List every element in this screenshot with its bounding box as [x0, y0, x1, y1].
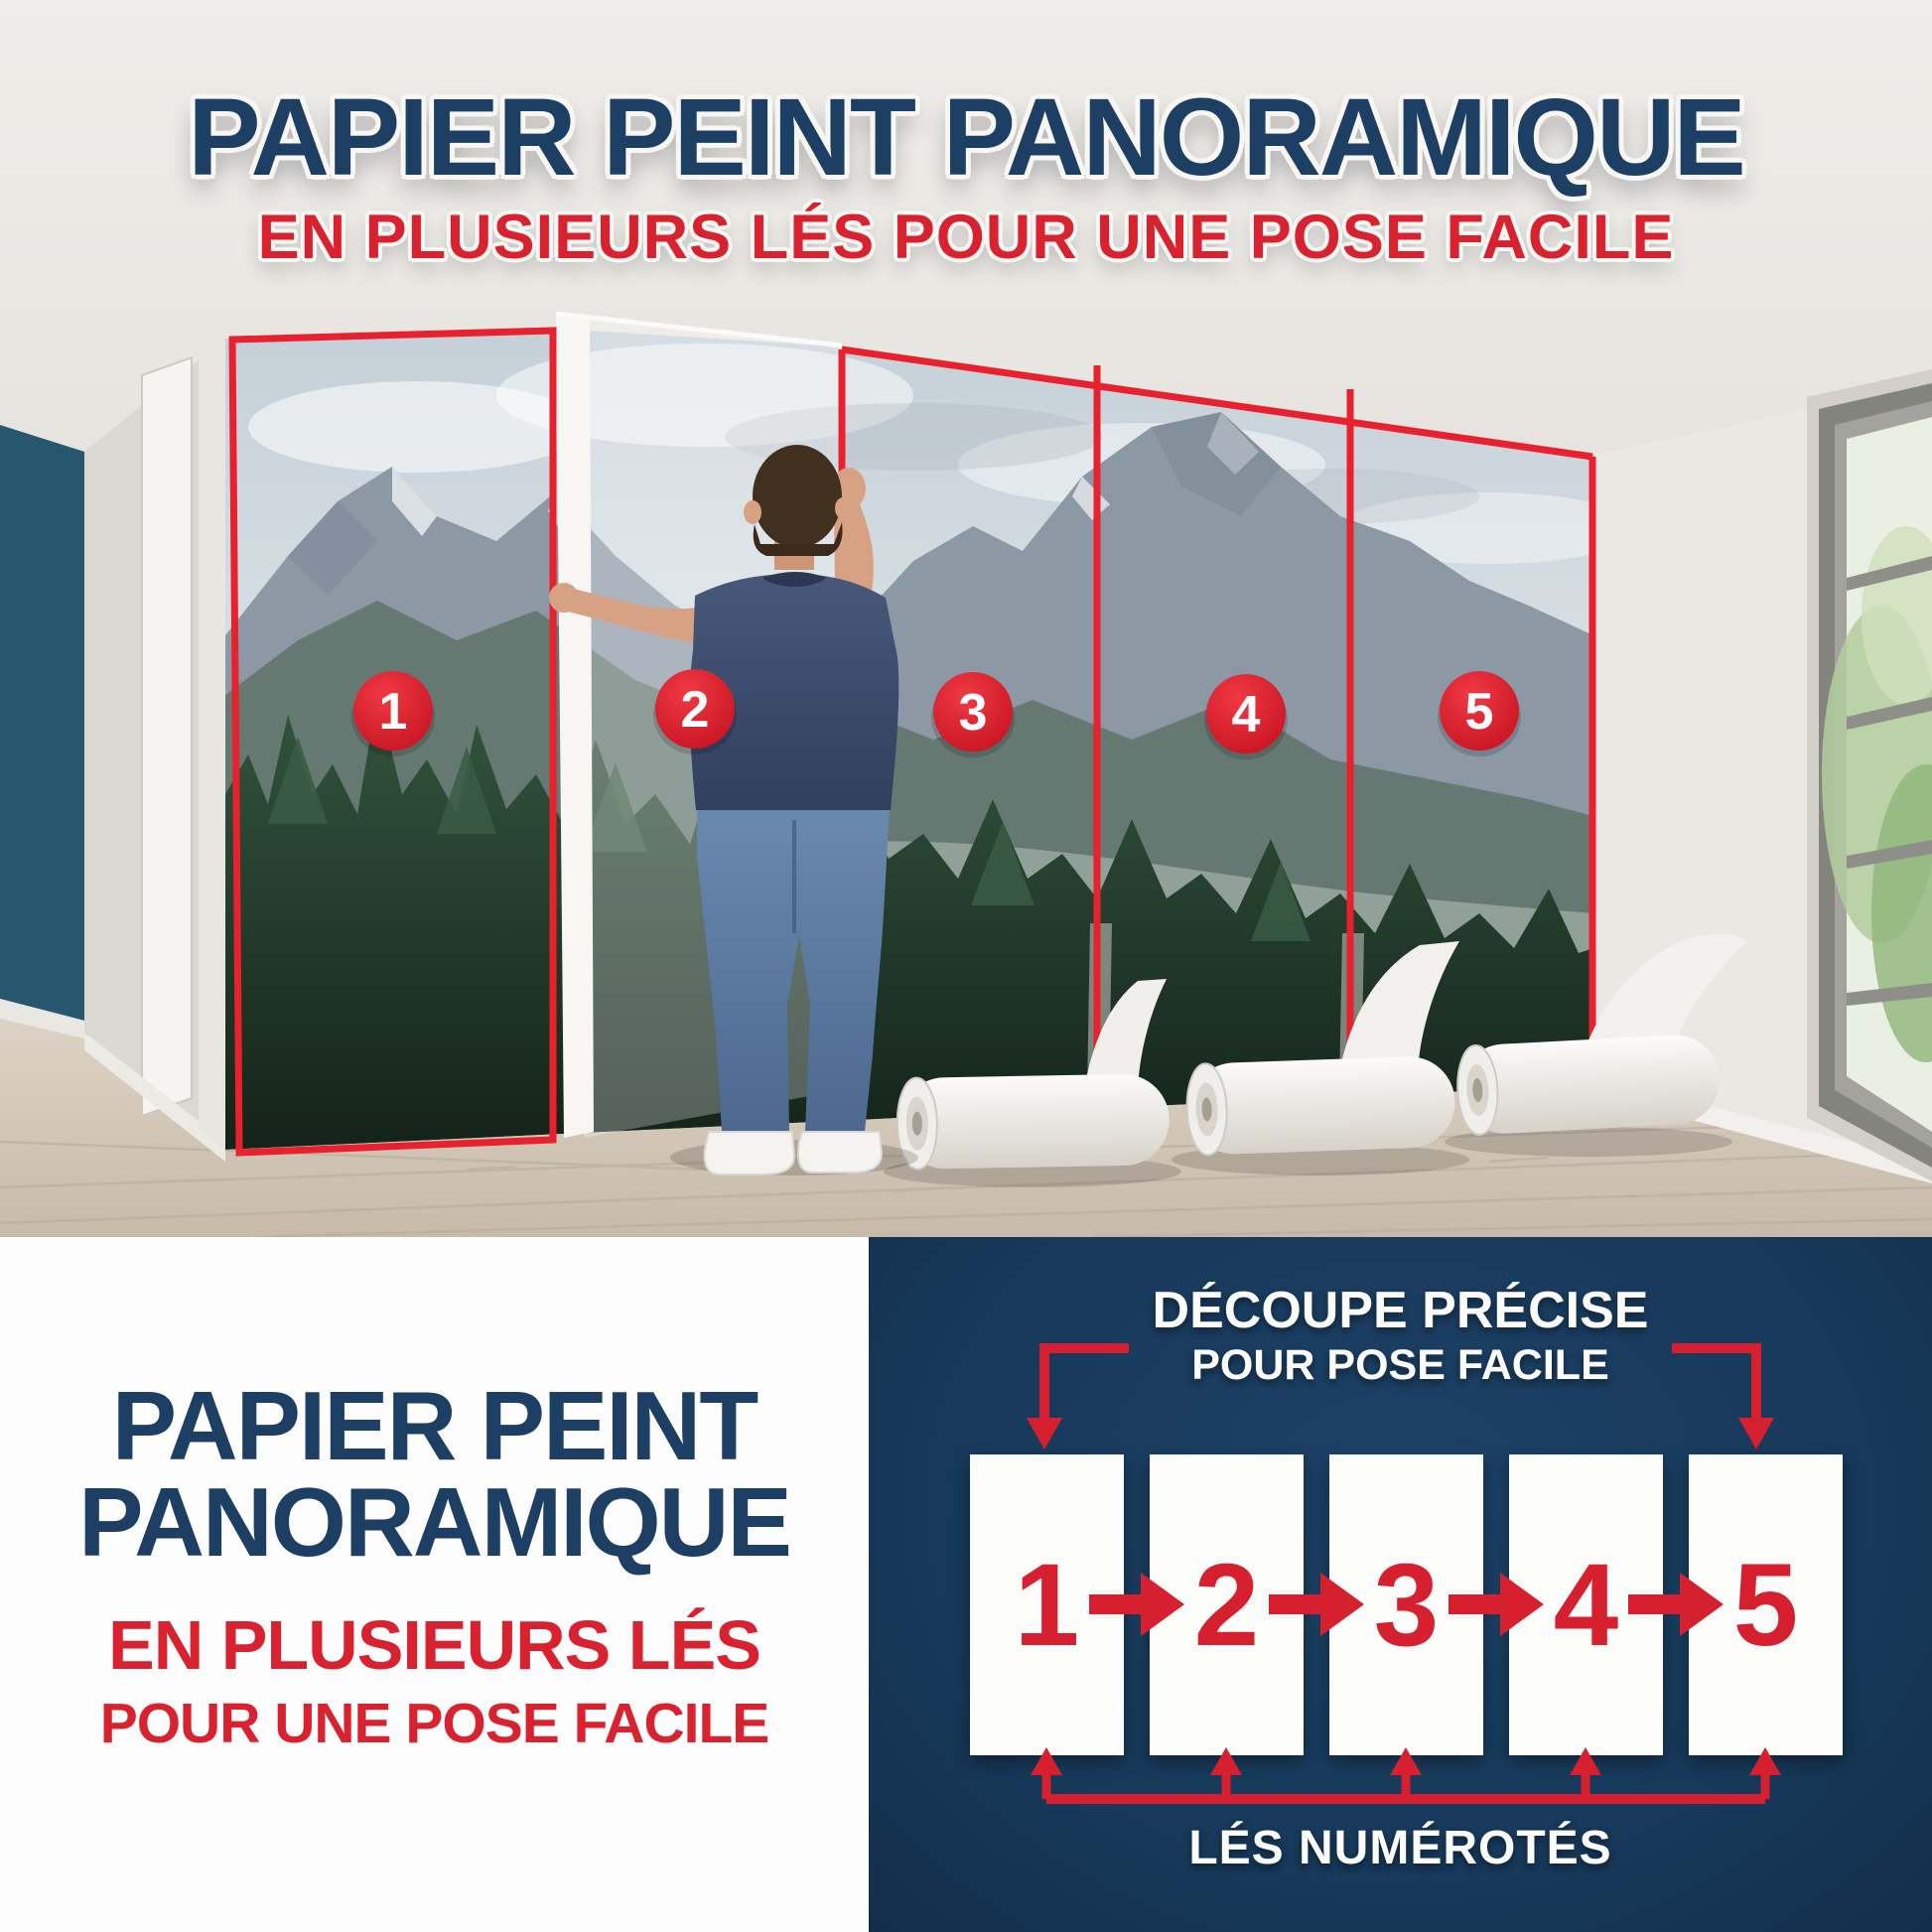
arrow-right-icon: [1269, 1567, 1364, 1642]
man-shoe-right: [798, 1132, 882, 1173]
diagram-caption: LÉS NUMÉROTÉS: [1188, 1822, 1612, 1874]
wall-jamb: [199, 339, 225, 1150]
window: [1807, 369, 1932, 1181]
roll-2: [1185, 1055, 1456, 1156]
strip-badge-4: 4: [1231, 686, 1261, 744]
page-subtitle: EN PLUSIEURS LÉS POUR UNE POSE FACILE: [257, 203, 1675, 272]
strip-badge-3: 3: [958, 684, 988, 742]
man-shoe-left: [705, 1132, 794, 1174]
page-title: PAPIER PEINT PANORAMIQUE: [188, 76, 1744, 199]
diagram-strip-number: 1: [1014, 1539, 1080, 1671]
diagram-heading-line1: DÉCOUPE PRÉCISE: [1152, 1282, 1649, 1339]
strip-badge-5: 5: [1464, 683, 1494, 741]
diagram-heading: [869, 1282, 1932, 1389]
arrow-right-icon: [1628, 1567, 1724, 1642]
accent-wall: [0, 425, 84, 1038]
text-block-title-line1: PAPIER PEINT: [111, 1371, 758, 1480]
diagram-strips-row: [970, 1454, 1843, 1755]
strip-badge-1: 1: [378, 683, 408, 741]
man-hair: [753, 445, 842, 548]
strip-badge-2: 2: [680, 681, 710, 739]
text-block-subtitle-line1: EN PLUSIEURS LÉS: [108, 1606, 760, 1685]
bottom-section: [0, 1237, 1932, 1932]
roll-3: [1455, 1033, 1722, 1136]
diagram-strip-number: 2: [1193, 1539, 1260, 1671]
numbering-diagram: [869, 1237, 1932, 1932]
hallway-wall: [84, 339, 225, 1162]
text-block: [0, 1237, 869, 1932]
diagram-strip-number: 3: [1373, 1539, 1440, 1671]
arrow-right-icon: [1089, 1567, 1184, 1642]
diagram-strip-number: 5: [1732, 1539, 1799, 1671]
text-block-title-line2: PANORAMIQUE: [78, 1467, 790, 1578]
arrow-right-icon: [1449, 1567, 1544, 1642]
diagram-strip-number: 4: [1553, 1539, 1619, 1671]
roll-1: [897, 1073, 1171, 1170]
diagram-heading-line2: POUR POSE FACILE: [1191, 1341, 1609, 1389]
doorway: [142, 357, 192, 1116]
text-block-subtitle-line2: POUR UNE POSE FACILE: [99, 1692, 769, 1756]
